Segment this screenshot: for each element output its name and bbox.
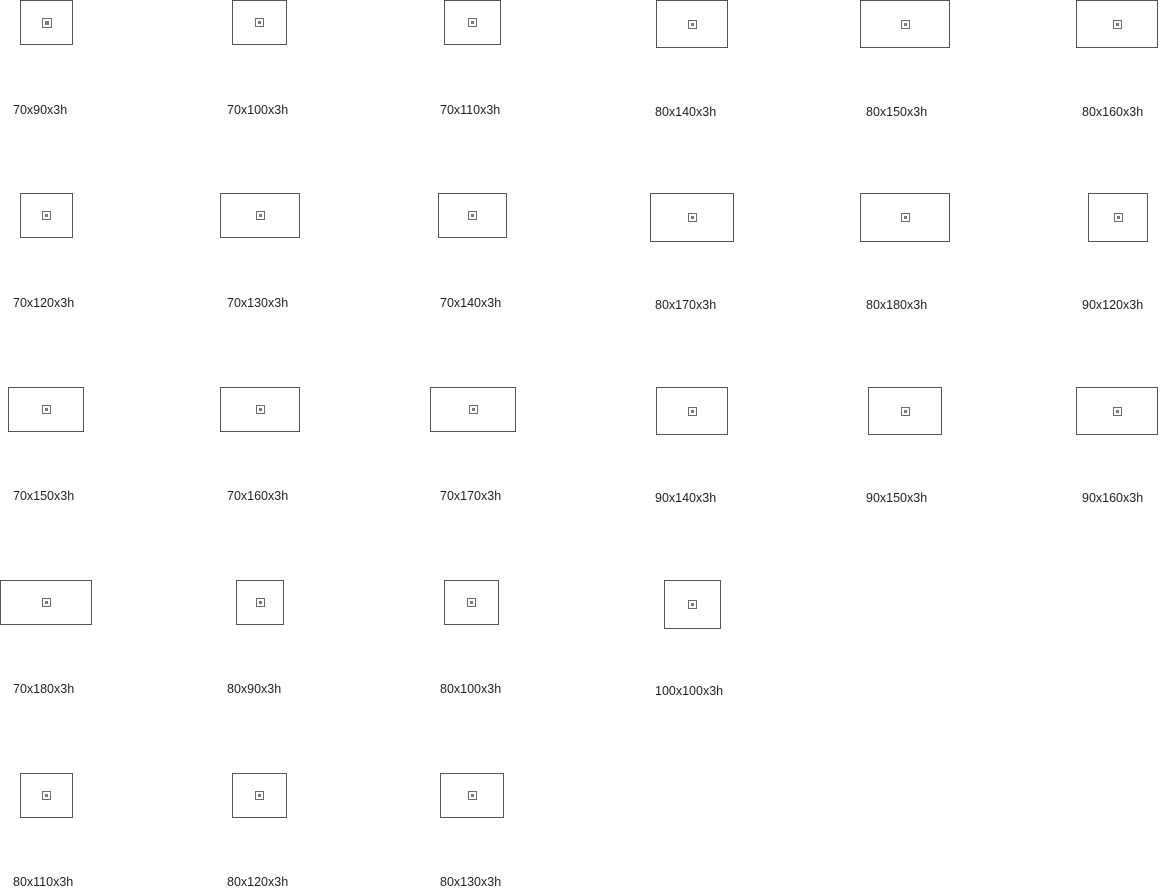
swatch-caption: 90x140x3h [655,491,717,505]
swatch-box[interactable] [220,387,300,432]
image-placeholder-icon [688,213,697,222]
swatch-box[interactable] [1088,193,1148,242]
swatch-box[interactable] [0,580,92,625]
swatch-caption: 80x120x3h [227,875,289,889]
swatch-box[interactable] [650,193,734,242]
swatch-box[interactable] [220,193,300,238]
image-placeholder-icon [901,407,910,416]
swatch-caption: 80x130x3h [440,875,502,889]
image-placeholder-icon [901,20,910,29]
swatch-box[interactable] [438,193,507,238]
swatch-box[interactable] [8,387,84,432]
image-placeholder-icon [42,598,51,607]
swatch-caption: 70x120x3h [13,296,75,310]
image-placeholder-icon [468,18,477,27]
swatch-caption: 80x100x3h [440,682,502,696]
image-placeholder-icon [256,211,265,220]
swatch-caption: 70x160x3h [227,489,289,503]
swatch-box[interactable] [1076,387,1158,435]
swatch-box[interactable] [664,580,721,629]
swatch-box[interactable] [430,387,516,432]
swatch-box[interactable] [860,0,950,48]
swatch-box[interactable] [20,193,73,238]
image-placeholder-icon [255,791,264,800]
image-placeholder-icon [688,600,697,609]
swatch-caption: 80x180x3h [866,298,928,312]
swatch-box[interactable] [860,193,950,242]
swatch-box[interactable] [20,773,73,818]
image-placeholder-icon [688,20,697,29]
swatch-caption: 90x120x3h [1082,298,1144,312]
image-placeholder-icon [1113,20,1122,29]
swatch-caption: 80x90x3h [227,682,282,696]
swatch-box[interactable] [868,387,942,435]
image-placeholder-icon [42,405,51,414]
image-placeholder-icon [1113,407,1122,416]
swatch-caption: 80x150x3h [866,105,928,119]
image-placeholder-icon [42,211,51,220]
swatch-box[interactable] [236,580,284,625]
swatch-caption: 100x100x3h [655,684,724,698]
image-placeholder-icon [468,791,477,800]
swatch-caption: 70x90x3h [13,103,68,117]
swatch-box[interactable] [232,0,287,45]
image-placeholder-icon [256,598,265,607]
swatch-box[interactable] [232,773,287,818]
swatch-caption: 70x100x3h [227,103,289,117]
image-placeholder-icon [901,213,910,222]
swatch-box[interactable] [444,580,499,625]
swatch-caption: 80x170x3h [655,298,717,312]
swatch-box[interactable] [656,387,728,435]
swatch-caption: 70x130x3h [227,296,289,310]
swatch-caption: 70x140x3h [440,296,502,310]
swatch-caption: 70x110x3h [440,103,501,117]
swatch-box[interactable] [656,0,728,48]
image-placeholder-icon [42,18,52,28]
swatch-caption: 70x170x3h [440,489,502,503]
swatch-box[interactable] [1076,0,1158,48]
swatch-caption: 80x140x3h [655,105,717,119]
swatch-caption: 70x150x3h [13,489,75,503]
swatch-box[interactable] [440,773,504,818]
image-placeholder-icon [1114,213,1123,222]
swatch-caption: 90x160x3h [1082,491,1144,505]
swatch-box[interactable] [444,0,501,45]
swatch-box[interactable] [20,0,73,45]
image-placeholder-icon [255,18,264,27]
image-placeholder-icon [688,407,697,416]
swatch-caption: 80x160x3h [1082,105,1144,119]
image-placeholder-icon [467,598,476,607]
image-placeholder-icon [468,211,477,220]
image-placeholder-icon [256,405,265,414]
swatch-caption: 70x180x3h [13,682,75,696]
image-placeholder-icon [469,405,478,414]
swatch-caption: 90x150x3h [866,491,928,505]
swatch-caption: 80x110x3h [13,875,74,889]
image-placeholder-icon [42,791,51,800]
